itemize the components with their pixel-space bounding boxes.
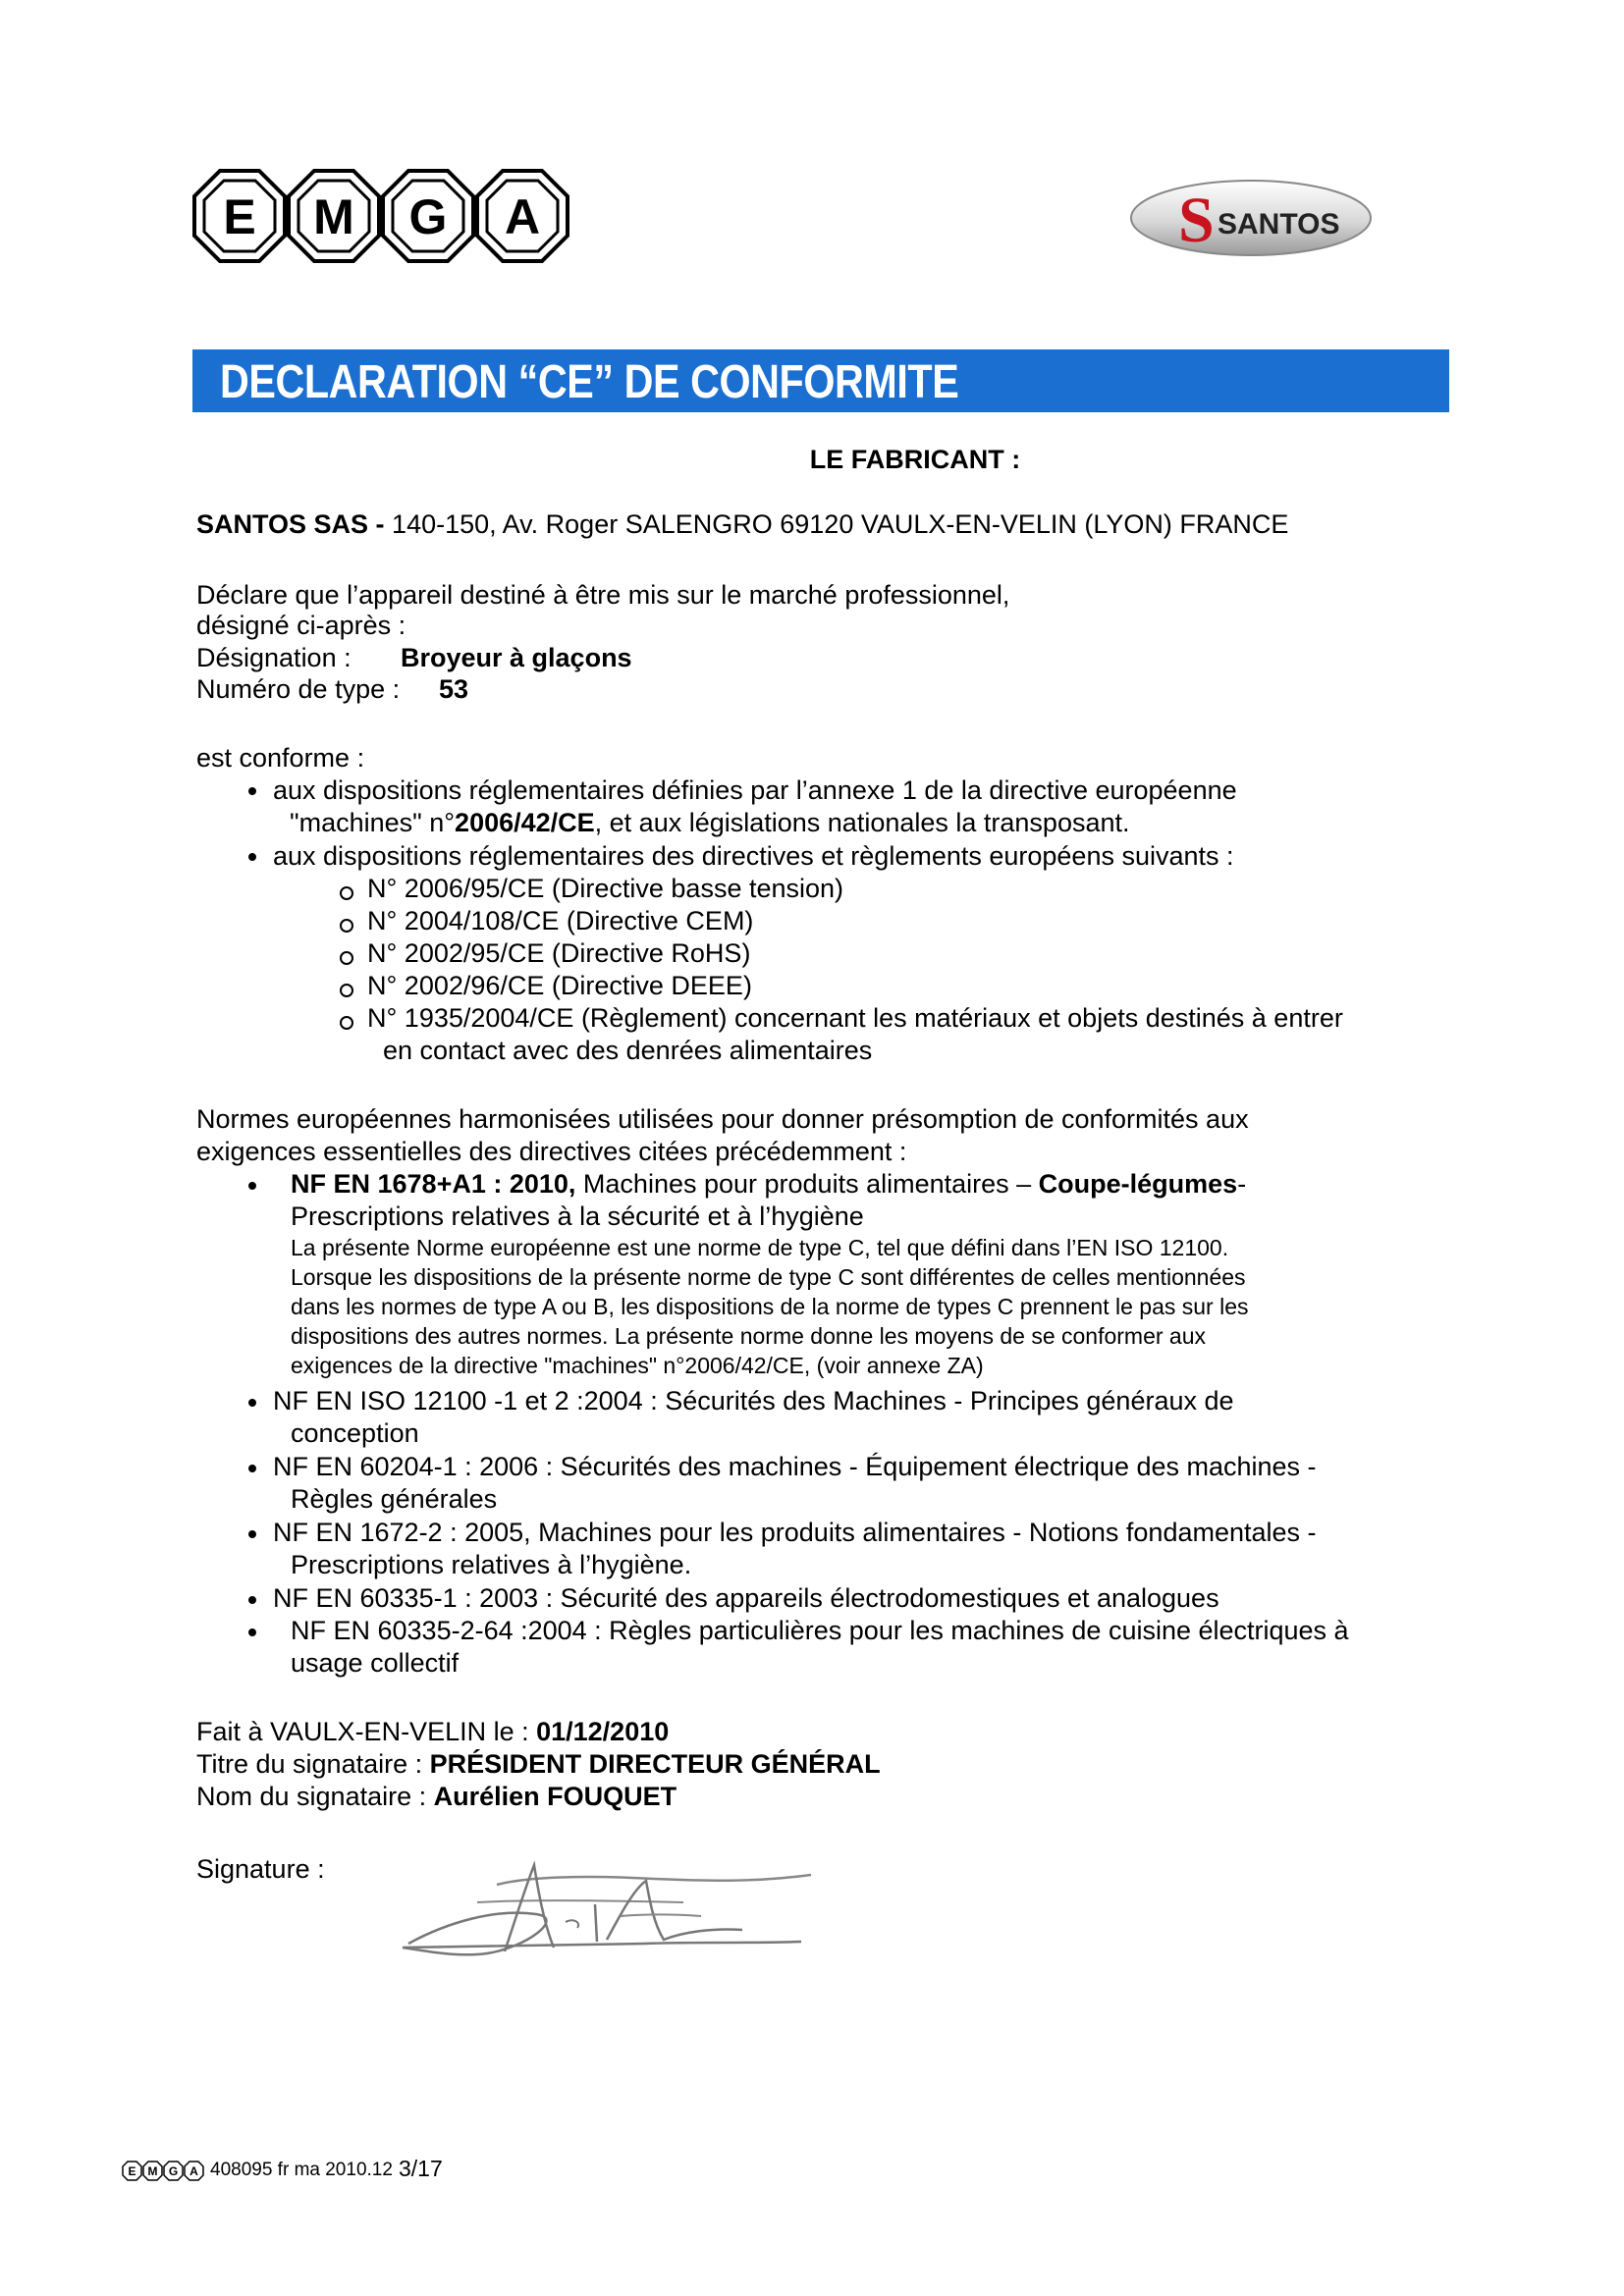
handwritten-signature [389, 1845, 840, 1968]
directive-item-continuation: en contact avec des denrées alimentaires [383, 1036, 873, 1065]
sub-bullet [340, 919, 353, 933]
standard-1-note: exigences de la directive "machines" n°2006/42/CE, (voir annexe ZA) [291, 1353, 984, 1378]
santos-logo-text: SANTOS [1218, 208, 1340, 240]
signatory-name: Aurélien FOUQUET [433, 1782, 677, 1811]
title-banner [192, 349, 1449, 412]
signature-label: Signature : [196, 1854, 325, 1884]
standard-1-note: dispositions des autres normes. La présente norme donne les moyens de se conformer aux [291, 1323, 1207, 1349]
emga-letter: A [189, 2164, 198, 2178]
text: "machines" n° [290, 808, 456, 837]
emga-letter: M [313, 189, 354, 244]
emga-letter: G [168, 2164, 179, 2178]
sub-bullet [340, 951, 353, 965]
svg-text:S: S [1178, 185, 1215, 256]
title-label: Titre du signataire : [196, 1749, 430, 1779]
emga-letter: G [408, 189, 448, 244]
emga-logo-tile-a [475, 169, 569, 263]
text: Machines pour produits alimentaires – [575, 1169, 1039, 1199]
conformity-bullet-1-line-1: aux dispositions réglementaires définies par l’annexe 1 de la directive européenne [273, 775, 1237, 805]
designation-label: Désignation : [196, 643, 352, 672]
fabricant-heading-text: LE FABRICANT : [809, 445, 1021, 474]
emga-letter: E [128, 2164, 136, 2178]
standard-1-line-2: Prescriptions relatives à la sécurité et à l’hygiène [291, 1201, 864, 1231]
page-number: 3/17 [399, 2156, 443, 2181]
place-label: Fait à VAULX-EN-VELIN le : [196, 1717, 537, 1746]
standard-1-note: La présente Norme européenne est une norme de type C, tel que défini dans l’EN ISO 12100. [291, 1235, 1229, 1260]
bullet [248, 1596, 256, 1604]
directive-item: N° 2002/95/CE (Directive RoHS) [367, 938, 751, 968]
conformity-intro: est conforme : [196, 743, 365, 773]
standard-4-line-1: NF EN 1672-2 : 2005, Machines pour les produits alimentaires - Notions fondamentales - [273, 1518, 1317, 1547]
page-title: DECLARATION “CE” DE CONFORMITE [220, 356, 959, 408]
standard-1-note: Lorsque les dispositions de la présente norme de type C sont différentes de celles mentionnées [291, 1264, 1246, 1290]
sub-bullet [340, 984, 353, 997]
emga-logo-tile-m [287, 169, 381, 263]
signatory-title: PRÉSIDENT DIRECTEUR GÉNÉRAL [429, 1749, 881, 1779]
manufacturer-line [196, 508, 1288, 541]
standards-intro-2: exigences essentielles des directives citées précédemment : [196, 1137, 907, 1166]
signoff-date: 01/12/2010 [536, 1717, 670, 1746]
directive-item: N° 2002/96/CE (Directive DEEE) [367, 971, 752, 1000]
directive-item: N° 2006/95/CE (Directive basse tension) [367, 874, 844, 903]
type-value: 53 [439, 674, 469, 704]
signoff-title [196, 1748, 881, 1781]
emga-logo-tile-e [192, 169, 287, 263]
manufacturer-address: 140-150, Av. Roger SALENGRO 69120 VAULX-EN-VELIN (LYON) FRANCE [392, 509, 1289, 539]
directive-ref: 2006/42/CE [455, 808, 595, 837]
bullet [248, 1465, 256, 1472]
name-label: Nom du signataire : [196, 1782, 434, 1811]
standard-6-line-1: NF EN 60335-2-64 :2004 : Règles particulières pour les machines de cuisine électriques à [291, 1616, 1349, 1645]
standard-1-line-1 [291, 1168, 1246, 1201]
directive-item: N° 2004/108/CE (Directive CEM) [367, 906, 754, 935]
bullet [248, 1629, 256, 1636]
emga-letter: M [147, 2164, 158, 2178]
standard-5: NF EN 60335-1 : 2003 : Sécurité des appareils électrodomestiques et analogues [273, 1583, 1219, 1613]
text: , et aux législations nationales la transposant. [594, 808, 1130, 837]
bullet [248, 787, 256, 795]
bullet [248, 1530, 256, 1538]
text: - [1237, 1169, 1247, 1199]
standard-3-line-1: NF EN 60204-1 : 2006 : Sécurités des machines - Équipement électrique des machines - [273, 1452, 1317, 1481]
standard-1-note: dans les normes de type A ou B, les dispositions de la norme de types C prennent le pas sur les [291, 1294, 1249, 1319]
standard-4-line-2: Prescriptions relatives à l’hygiène. [291, 1550, 692, 1579]
emga-logo-tile-g [381, 169, 475, 263]
standards-intro-1: Normes européennes harmonisées utilisées pour donner présomption de conformités aux [196, 1104, 1249, 1134]
directive-item: N° 1935/2004/CE (Règlement) concernant les matériaux et objets destinés à entrer [367, 1003, 1343, 1033]
standard-2-line-2: conception [291, 1418, 419, 1448]
fabricant-heading [0, 444, 1624, 476]
emga-footer-logo [122, 2161, 204, 2187]
designation-value: Broyeur à glaçons [401, 643, 632, 672]
declaration-line-1: Déclare que l’appareil destiné à être mis sur le marché professionnel, [196, 580, 1010, 610]
type-label: Numéro de type : [196, 674, 401, 704]
emga-letter: E [223, 189, 256, 244]
sub-bullet [340, 1016, 353, 1030]
conformity-bullet-2: aux dispositions réglementaires des directives et règlements européens suivants : [273, 841, 1234, 871]
declaration-line-2: désigné ci-après : [196, 611, 406, 640]
santos-logo [1127, 167, 1375, 261]
bullet [248, 1182, 256, 1190]
sub-bullet [340, 886, 353, 900]
standard-ref: NF EN 1678+A1 : 2010, [291, 1169, 576, 1199]
emga-letter: A [504, 189, 541, 244]
manufacturer-name: SANTOS SAS - [196, 509, 385, 539]
bullet [248, 853, 256, 861]
standard-3-line-2: Règles générales [291, 1484, 498, 1514]
text-bold: Coupe-légumes [1038, 1169, 1238, 1199]
signoff-name [196, 1781, 677, 1813]
standard-6-line-2: usage collectif [291, 1648, 460, 1678]
bullet [248, 1399, 256, 1407]
conformity-bullet-1-line-2 [290, 807, 1130, 839]
document-reference: 408095 fr ma 2010.12 [210, 2160, 393, 2180]
signoff-place-date [196, 1716, 669, 1748]
standard-2-line-1: NF EN ISO 12100 -1 et 2 :2004 : Sécurités des Machines - Principes généraux de [273, 1386, 1234, 1415]
